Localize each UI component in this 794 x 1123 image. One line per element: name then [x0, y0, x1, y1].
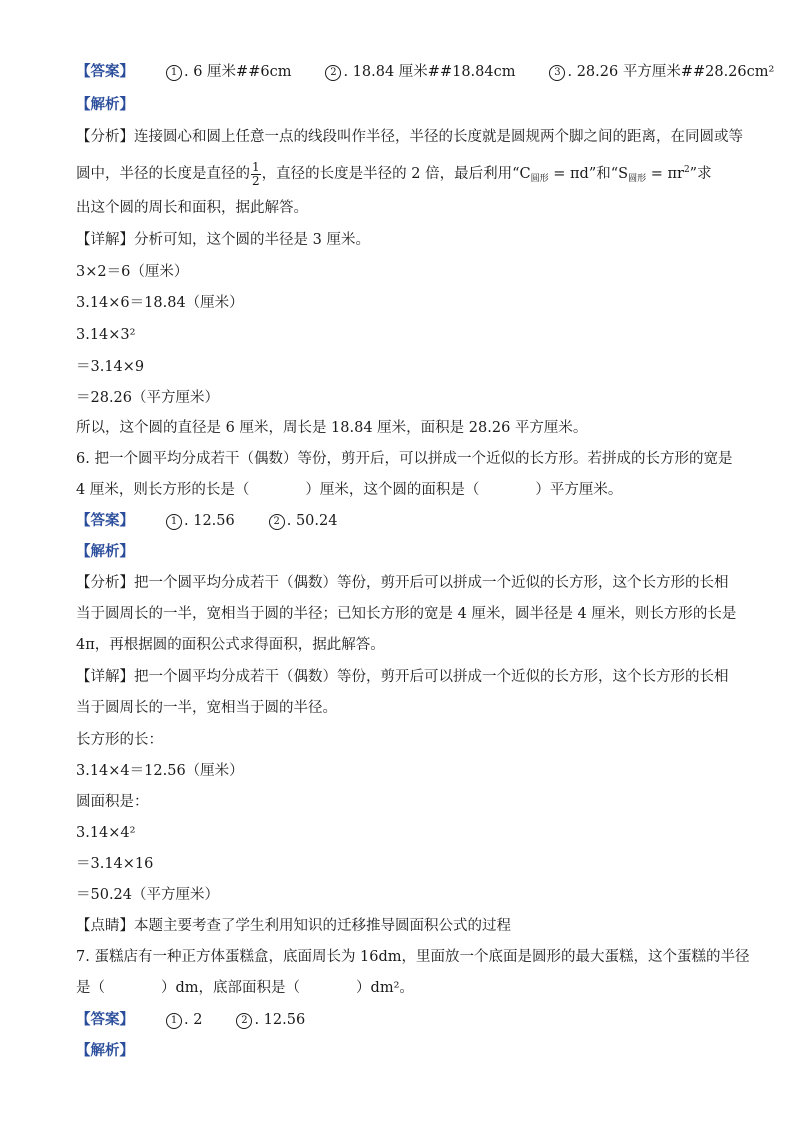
answer-text-2: . 18.84 厘米##18.84cm: [343, 64, 516, 80]
q6-calc-line: 3.14×4＝12.56（厘米）: [76, 763, 244, 779]
fraction-one-half: [251, 161, 261, 188]
detail-label: 【详解】: [76, 232, 134, 248]
q7-analysis-label-line: [76, 1041, 724, 1061]
q7-stem-line-2: [76, 978, 724, 998]
q6-dianjing-line: [76, 916, 724, 936]
answer-number-2: 2: [236, 1013, 252, 1029]
fenxi-label: 【分析】: [76, 575, 134, 591]
answer-text-1: . 6 厘米##6cm: [184, 64, 292, 80]
fenxi-text: 把一个圆平均分成若干（偶数）等份，剪开后可以拼成一个近似的长方形，这个长方形的长相: [134, 575, 729, 591]
detail-text: 分析可知，这个圆的半径是 3 厘米。: [134, 232, 370, 248]
formula-superscript: 2: [683, 165, 690, 175]
formula-circumference: [520, 166, 589, 182]
answer-number-1: 1: [166, 1013, 182, 1029]
fraction-denominator: 2: [252, 173, 260, 188]
q6-calc-line: 3.14×4²: [76, 825, 136, 841]
fenxi-text: ”和“: [588, 166, 619, 182]
q5-fenxi-line-3: [76, 198, 724, 218]
q6-calc-line: 长方形的长：: [76, 732, 163, 748]
fenxi-text: 圆中，半径的长度是直径的: [76, 166, 250, 182]
q6-fenxi-line-2: 当于圆周长的一半，宽相当于圆的半径；已知长方形的宽是 4 厘米，圆半径是 4 厘米，则长方形的长是: [76, 606, 737, 622]
fenxi-text: 出这个圆的周长和面积，据此解答。: [76, 200, 308, 216]
q5-calc-line: ＝28.26（平方厘米）: [76, 390, 220, 406]
q5-calc-line: 3×2＝6（厘米）: [76, 264, 189, 280]
dianjing-text: 本题主要考查了学生利用知识的迁移推导圆面积公式的过程: [134, 918, 511, 934]
fenxi-text: 连接圆心和圆上任意一点的线段叫作半径，半径的长度就是圆规两个脚之间的距离，在同圆或等: [134, 129, 743, 145]
analysis-label: 【解析】: [76, 1042, 134, 1059]
q6-calc-line: ＝3.14×16: [76, 856, 154, 872]
answer-number-1: 1: [166, 514, 182, 530]
analysis-label: 【解析】: [76, 96, 134, 113]
answer-text-3: . 28.26 平方厘米##28.26cm²: [567, 64, 775, 80]
q5-fenxi-line-2: [76, 160, 724, 189]
q6-detail-line-1: [76, 667, 729, 687]
q5-analysis-label-line: [76, 95, 724, 115]
q7-stem-line-1: 7. 蛋糕店有一种正方体蛋糕盒，底面周长为 16dm，里面放一个底面是圆形的最大蛋糕，这个蛋糕的半径: [76, 949, 750, 965]
q5-conclusion-line: 所以，这个圆的直径是 6 厘米，周长是 18.84 厘米，面积是 28.26 平方厘米。: [76, 420, 588, 436]
answer-text-1: . 2: [184, 1012, 203, 1028]
q5-calc-line: ＝3.14×9: [76, 359, 145, 375]
q7-answer-line: [76, 1010, 724, 1030]
formula-rhs: = πr: [646, 166, 684, 182]
answer-text-2: . 50.24: [286, 513, 338, 529]
formula-rhs: = πd: [548, 166, 589, 182]
answer-number-2: 2: [325, 65, 341, 81]
answer-label: 【答案】: [76, 512, 134, 529]
q6-detail-line-2: 当于圆周长的一半，宽相当于圆的半径。: [76, 700, 337, 716]
stem-text: 是（: [76, 980, 105, 996]
formula-area: [618, 166, 690, 182]
fraction-numerator: 1: [252, 159, 260, 174]
answer-label: 【答案】: [76, 1011, 134, 1028]
fenxi-text: ，直径的长度是半径的 2 倍，最后利用“: [261, 166, 520, 182]
answer-number-1: 1: [166, 65, 182, 81]
detail-text: 把一个圆平均分成若干（偶数）等份，剪开后可以拼成一个近似的长方形，这个长方形的长相: [134, 669, 729, 685]
stem-text: ）dm²。: [356, 980, 414, 996]
answer-label: 【答案】: [76, 63, 134, 80]
answer-text-2: . 12.56: [254, 1012, 306, 1028]
answer-text-1: . 12.56: [184, 513, 235, 529]
q5-calc-line: 3.14×3²: [76, 327, 136, 343]
formula-letter: S: [618, 166, 629, 182]
q5-fenxi-line-1: [76, 127, 743, 147]
stem-text: ）平方厘米。: [535, 482, 623, 498]
q6-fenxi-line-3: 4π，再根据圆的面积公式求得面积，据此解答。: [76, 637, 385, 653]
detail-label: 【详解】: [76, 669, 134, 685]
stem-text: ）dm，底部面积是（: [161, 980, 301, 996]
answer-number-2: 2: [269, 514, 285, 530]
q5-answer-line: [76, 62, 775, 82]
q5-calc-line: 3.14×6＝18.84（厘米）: [76, 295, 244, 311]
q5-detail-line: [76, 230, 724, 250]
answer-number-3: 3: [549, 65, 565, 81]
formula-subscript: 圆形: [628, 174, 647, 184]
stem-text: ）厘米，这个圆的面积是（: [305, 482, 480, 498]
q6-stem-line-1: 6. 把一个圆平均分成若干（偶数）等份，剪开后，可以拼成一个近似的长方形。若拼成的长方形的宽是: [76, 451, 733, 467]
formula-subscript: 圆形: [530, 174, 549, 184]
analysis-label: 【解析】: [76, 543, 134, 560]
q6-analysis-label-line: [76, 542, 724, 562]
q6-calc-line: ＝50.24（平方厘米）: [76, 887, 220, 903]
q6-answer-line: [76, 511, 724, 531]
stem-text: 4 厘米，则长方形的长是（: [76, 482, 250, 498]
q6-fenxi-line-1: [76, 573, 729, 593]
formula-letter: C: [519, 166, 531, 182]
q6-calc-line: 圆面积是：: [76, 794, 149, 810]
fenxi-label: 【分析】: [76, 129, 134, 145]
q6-stem-line-2: [76, 480, 724, 500]
fenxi-text: ”求: [689, 166, 712, 182]
dianjing-label: 【点睛】: [76, 918, 134, 934]
